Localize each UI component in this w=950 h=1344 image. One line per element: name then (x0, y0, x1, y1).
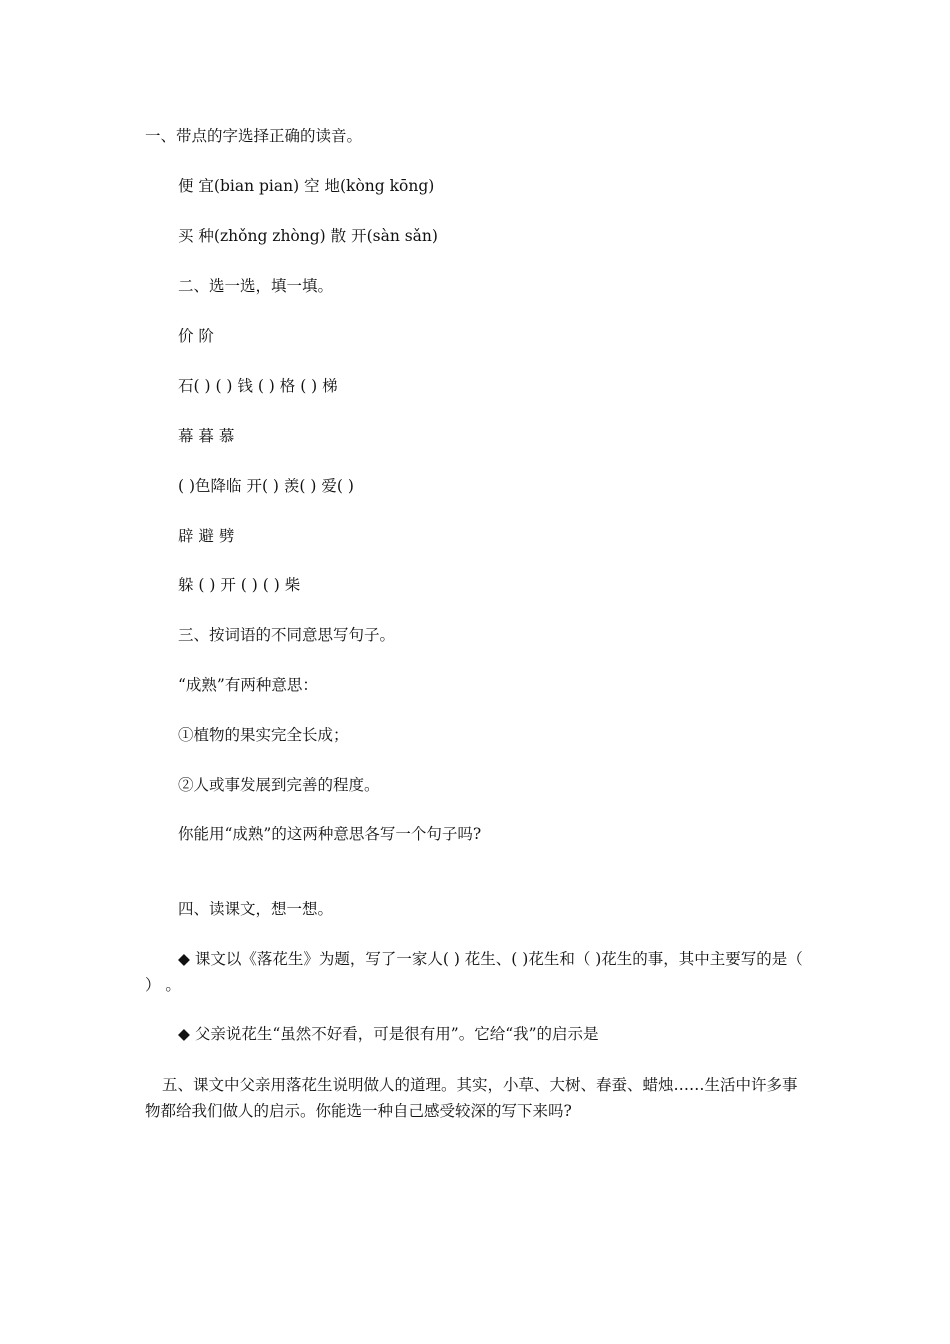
section4-heading: 四、读课文，想一想。 (178, 900, 334, 918)
blank-line-1: 石( ) ( ) 钱 ( ) 格 ( ) 梯 (178, 377, 338, 395)
section3-heading: 三、按词语的不同意思写句子。 (178, 626, 396, 644)
char-group-2: 幕 暮 慕 (178, 427, 235, 445)
section4-item-2: ◆ 父亲说花生“虽然不好看，可是很有用”。它给“我”的启示是 (178, 1025, 599, 1043)
section4-item-1: ◆ 课文以《落花生》为题，写了一家人( ) 花生、( )花生和（ )花生的事，其中主要写的是（ ） 。 (145, 950, 803, 994)
pinyin-line-1: 便 宜(bian pian) 空 地(kòng kōng) (178, 177, 435, 195)
section2-heading: 二、选一选，填一填。 (178, 277, 334, 295)
char-group-1: 价 阶 (178, 327, 214, 345)
section3-question: 你能用“成熟”的这两种意思各写一个句子吗? (178, 825, 482, 843)
meaning-2: ②人或事发展到完善的程度。 (178, 776, 380, 794)
blank-line-2: ( )色降临 开( ) 羡( ) 爱( ) (178, 477, 354, 495)
meaning-intro: “成熟”有两种意思： (178, 676, 318, 694)
pinyin-line-2: 买 种(zhǒng zhòng) 散 开(sàn sǎn) (178, 227, 438, 245)
char-group-3: 辟 避 劈 (178, 527, 235, 545)
blank-line-3: 躲 ( ) 开 ( ) ( ) 柴 (178, 576, 301, 594)
section1-heading: 一、带点的字选择正确的读音。 (145, 127, 363, 145)
section5-paragraph: 五、课文中父亲用落花生说明做人的道理。其实，小草、大树、春蚕、蜡烛……生活中许多事物都给我们做人的启示。你能选一种自己感受较深的写下来吗? (145, 1076, 798, 1120)
meaning-1: ①植物的果实完全长成； (178, 726, 349, 744)
